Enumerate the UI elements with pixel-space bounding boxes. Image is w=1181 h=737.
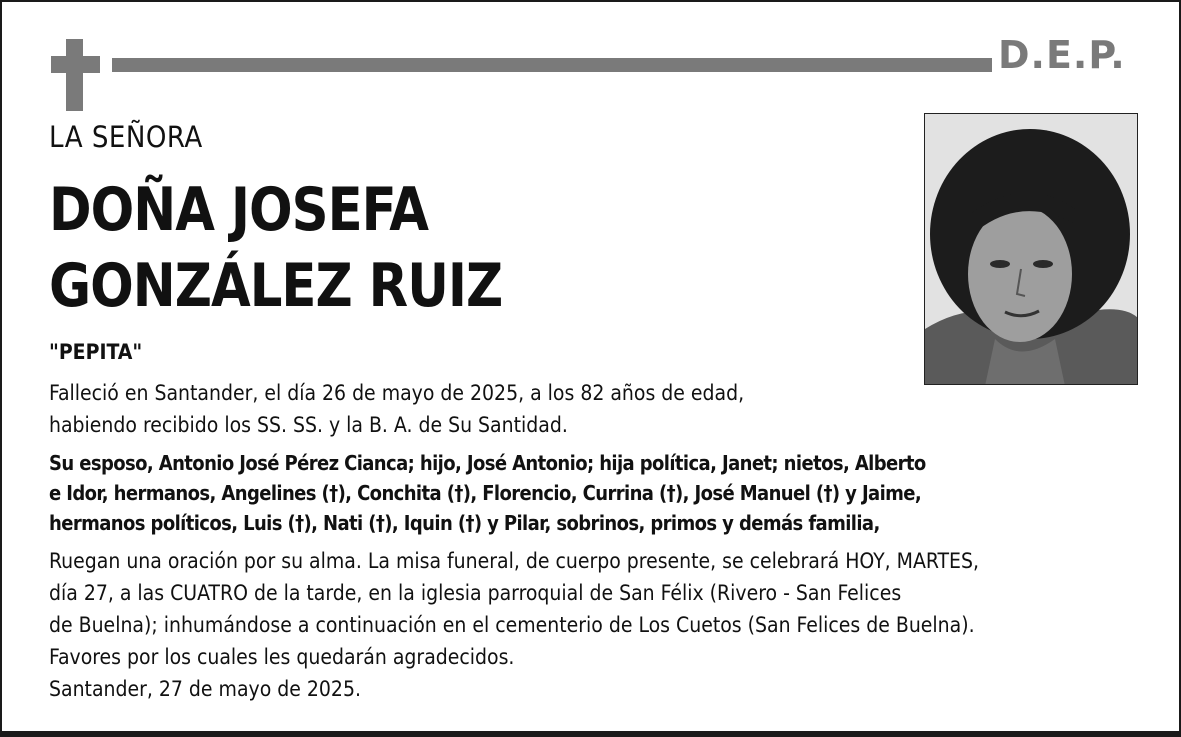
text-line: habiendo recibido los SS. SS. y la B. A. de Su Santidad. — [49, 413, 568, 437]
text-line: Favores por los cuales les quedarán agradecidos. — [49, 645, 515, 669]
cross-icon — [66, 39, 83, 111]
deceased-name-line2: GONZÁLEZ RUIZ — [49, 251, 503, 321]
text-line: e Idor, hermanos, Angelines (†), Conchita (†), Florencio, Currina (†), José Manuel (†) y Jaime, — [49, 481, 922, 505]
text-line: día 27, a las CUATRO de la tarde, en la iglesia parroquial de San Félix (Rivero - San Felices — [49, 581, 902, 605]
place-date: Santander, 27 de mayo de 2025. — [49, 677, 361, 701]
cross-icon-bar — [51, 56, 100, 73]
family-paragraph — [49, 448, 926, 538]
portrait-photo — [924, 113, 1138, 385]
text-line: Ruegan una oración por su alma. La misa funeral, de cuerpo presente, se celebrará HOY, MARTES, — [49, 549, 979, 573]
title: LA SEÑORA — [49, 120, 203, 154]
text-line: Falleció en Santander, el día 26 de mayo de 2025, a los 82 años de edad, — [49, 381, 745, 405]
death-paragraph — [49, 377, 744, 441]
service-paragraph — [49, 545, 979, 673]
text-line: Su esposo, Antonio José Pérez Cianca; hijo, José Antonio; hija política, Janet; nietos, Alberto — [49, 451, 926, 475]
text-line: hermanos políticos, Luis (†), Nati (†), Iquin (†) y Pilar, sobrinos, primos y demás familia, — [49, 511, 880, 535]
text-line: de Buelna); inhumándose a continuación en el cementerio de Los Cuetos (San Felices de Buelna). — [49, 613, 975, 637]
nickname: "PEPITA" — [49, 340, 143, 364]
header-rule — [112, 58, 992, 72]
dep-label: D.E.P. — [998, 33, 1126, 77]
deceased-name-line1: DOÑA JOSEFA — [49, 175, 428, 245]
